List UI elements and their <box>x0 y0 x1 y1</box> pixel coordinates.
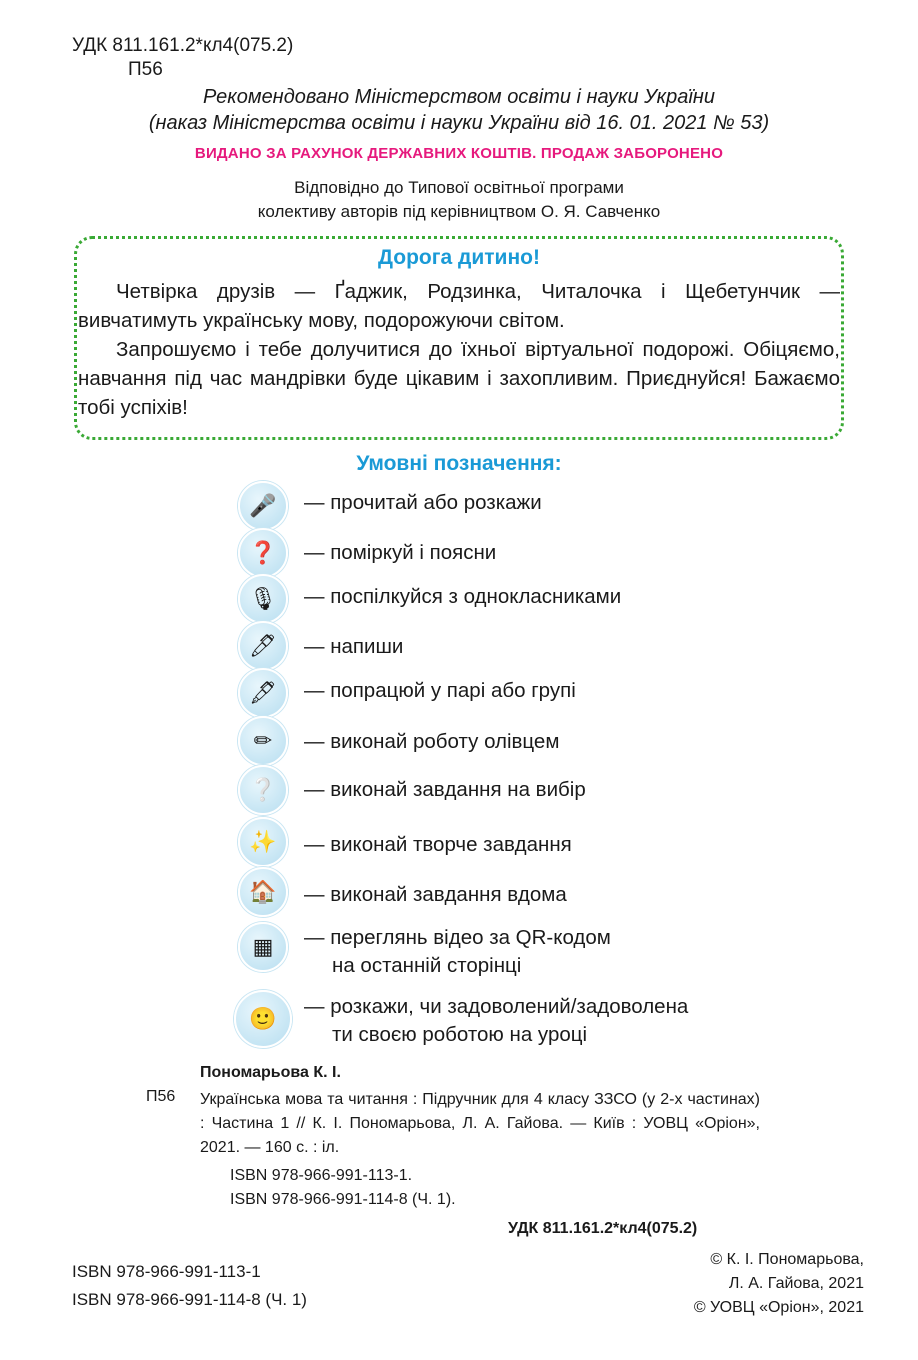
footer-isbn-1: ISBN 978-966-991-113-1 <box>72 1262 261 1281</box>
legend-label: — напиши <box>304 635 404 658</box>
question-lamp-icon: ❓ <box>238 528 288 578</box>
footer-isbn <box>72 1258 307 1314</box>
bib-isbn-2: ISBN 978-966-991-114-8 (Ч. 1). <box>230 1191 456 1208</box>
bib-isbn <box>230 1164 456 1212</box>
legend-title: Умовні позначення: <box>356 452 562 475</box>
program-line1: Відповідно до Типової освітньої програми <box>294 178 624 197</box>
house-icon: 🏠 <box>238 867 288 917</box>
program-note <box>0 176 918 224</box>
legend-label-line2: на останній сторінці <box>332 954 522 977</box>
greeting-text <box>78 277 840 422</box>
bib-isbn-1: ISBN 978-966-991-113-1. <box>230 1167 413 1184</box>
recommendation-line2: (наказ Міністерства освіти і науки України від 16. 01. 2021 № 53) <box>148 112 770 134</box>
legend-label-line2: ти своєю роботою на уроці <box>332 1023 588 1046</box>
legend-label: — виконай творче завдання <box>304 833 572 856</box>
udk-code: УДК 811.161.2*кл4(075.2) <box>72 35 294 56</box>
greeting-paragraph-2: Запрошуємо і тебе долучитися до їхньої віртуальної подорожі. Обіцяємо, навчання під час мандрівки буде цікавим і захопливим. Приєднуйся! Бажаємо тобі успіхів! <box>78 338 840 419</box>
legend-label: — попрацюй у парі або групі <box>304 679 576 702</box>
smiley-icon: 🙂 <box>234 990 292 1048</box>
qr-code-icon: ▦ <box>238 922 288 972</box>
two-microphones-icon: 🎙 <box>238 574 288 624</box>
legend-label: — поміркуй і поясни <box>304 541 497 564</box>
footer-isbn-2: ISBN 978-966-991-114-8 (Ч. 1) <box>72 1290 307 1309</box>
bib-udk: УДК 811.161.2*кл4(075.2) <box>508 1220 698 1237</box>
two-pens-icon: 🖋 <box>238 668 288 718</box>
program-line2: колективу авторів під керівництвом О. Я. Савченко <box>257 202 661 221</box>
copyright-line1: © К. І. Пономарьова, <box>710 1251 864 1268</box>
legend-label-line1: — переглянь відео за QR-кодом <box>304 926 611 949</box>
sparkler-icon: ✨ <box>238 817 288 867</box>
legend-label: — виконай роботу олівцем <box>304 730 560 753</box>
choice-question-icon: ❔ <box>238 765 288 815</box>
recommendation-line1: Рекомендовано Міністерством освіти і науки України <box>203 86 715 108</box>
legend-label: — виконай завдання вдома <box>304 883 567 906</box>
copyright <box>600 1248 864 1320</box>
legend-label-line1: — розкажи, чи задоволений/задоволена <box>304 995 689 1018</box>
legend-label: — поспілкуйся з однокласниками <box>304 585 622 608</box>
greeting-paragraph-1: Четвірка друзів — Ґаджик, Родзинка, Читалочка і Щебетунчик — вивчатимуть українську мову, подорожуючи світом. <box>78 280 840 332</box>
legend-label: — виконай завдання на вибір <box>304 778 586 801</box>
state-funds-notice: ВИДАНО ЗА РАХУНОК ДЕРЖАВНИХ КОШТІВ. ПРОДАЖ ЗАБОРОНЕНО <box>194 145 724 162</box>
pencil-icon: ✏ <box>238 716 288 766</box>
recommendation <box>0 84 918 136</box>
pen-icon: 🖊 <box>238 621 288 671</box>
copyright-line3: © УОВЦ «Оріон», 2021 <box>693 1299 864 1316</box>
catalog-code: П56 <box>128 59 163 80</box>
bib-description: Українська мова та читання : Підручник для 4 класу ЗЗСО (у 2-х частинах) : Частина 1 // К. І. Пономарьова, Л. А. Гайова. — Київ : УОВЦ «Оріон», 2021. — 160 с. : іл. <box>200 1091 760 1156</box>
microphone-icon: 🎤 <box>238 481 288 531</box>
legend-label: — прочитай або розкажи <box>304 491 542 514</box>
greeting-title: Дорога дитино! <box>378 246 540 269</box>
copyright-line2: Л. А. Гайова, 2021 <box>728 1275 864 1292</box>
legend-label <box>304 924 611 980</box>
legend-label <box>304 993 688 1049</box>
udk-header <box>72 34 293 82</box>
bib-code: П56 <box>146 1088 176 1105</box>
bib-author: Пономарьова К. І. <box>200 1064 341 1081</box>
